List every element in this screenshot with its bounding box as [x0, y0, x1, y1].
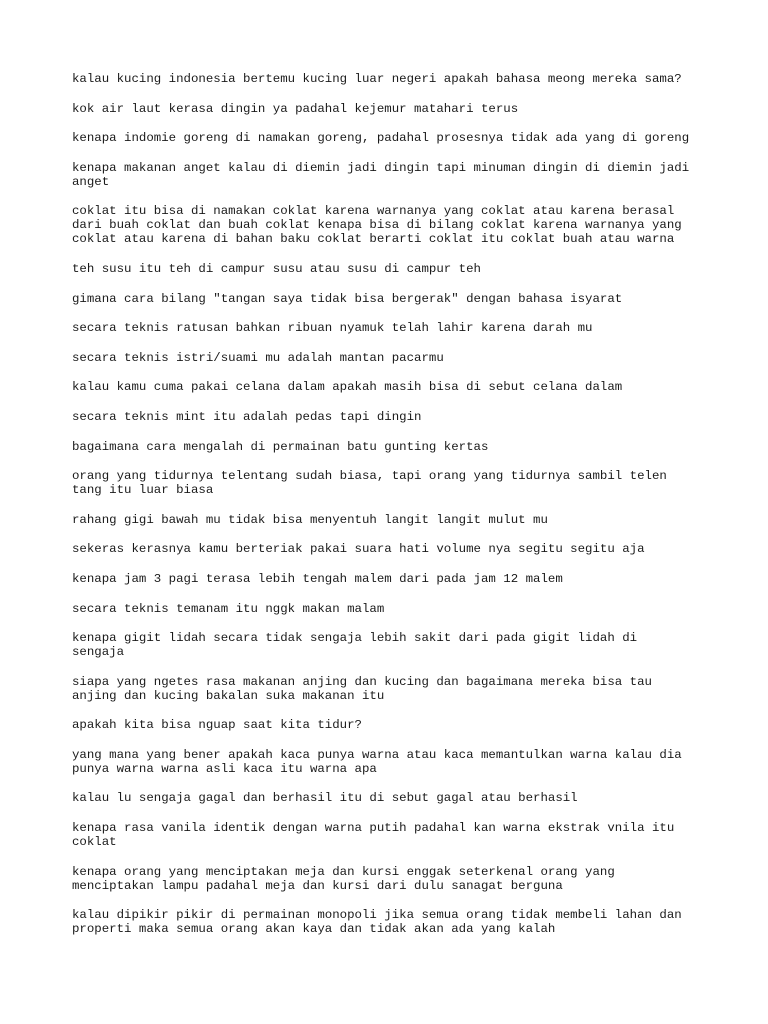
paragraph: kalau kucing indonesia bertemu kucing luar negeri apakah bahasa meong mereka sama?	[72, 72, 682, 86]
paragraph: secara teknis ratusan bahkan ribuan nyamuk telah lahir karena darah mu	[72, 321, 593, 336]
paragraph: kenapa gigit lidah secara tidak sengaja lebih sakit dari pada gigit lidah di sengaja	[72, 631, 638, 660]
paragraph: secara teknis temanam itu nggk makan malam	[72, 601, 385, 616]
paragraph: apakah kita bisa nguap saat kita tidur?	[72, 718, 362, 733]
paragraph: secara teknis istri/suami mu adalah mantan pacarmu	[72, 350, 444, 365]
paragraph: coklat itu bisa di namakan coklat karena warnanya yang coklat atau karena berasal dari buah coklat dan buah coklat kenapa bisa di bilang coklat karena warnanya yang coklat atau karena di bahan baku coklat berarti coklat itu coklat buah atau warna	[72, 204, 682, 247]
document-page	[72, 72, 712, 952]
paragraph: kenapa makanan anget kalau di diemin jadi dingin tapi minuman dingin di diemin jadi anget	[72, 160, 690, 189]
paragraph: kalau kamu cuma pakai celana dalam apakah masih bisa di sebut celana dalam	[72, 380, 623, 395]
paragraph: teh susu itu teh di campur susu atau susu di campur teh	[72, 261, 481, 276]
paragraph: kenapa indomie goreng di namakan goreng, padahal prosesnya tidak ada yang di goreng	[72, 131, 690, 146]
paragraph: kenapa orang yang menciptakan meja dan kursi enggak seterkenal orang yang menciptakan lampu padahal meja dan kursi dari dulu sanagat berguna	[72, 864, 615, 893]
paragraph: kenapa jam 3 pagi terasa lebih tengah malem dari pada jam 12 malem	[72, 571, 563, 586]
paragraph: kalau dipikir pikir di permainan monopoli jika semua orang tidak membeli lahan dan properti maka semua orang akan kaya dan tidak akan ada yang kalah	[72, 908, 682, 937]
paragraph: kalau lu sengaja gagal dan berhasil itu di sebut gagal atau berhasil	[72, 791, 578, 806]
paragraph: orang yang tidurnya telentang sudah biasa, tapi orang yang tidurnya sambil telen tang itu luar biasa	[72, 469, 667, 498]
paragraph: secara teknis mint itu adalah pedas tapi dingin	[72, 409, 422, 424]
paragraph: kok air laut kerasa dingin ya padahal kejemur matahari terus	[72, 101, 519, 116]
paragraph: kenapa rasa vanila identik dengan warna putih padahal kan warna ekstrak vnila itu coklat	[72, 821, 675, 850]
paragraph: yang mana yang bener apakah kaca punya warna atau kaca memantulkan warna kalau dia punya warna warna asli kaca itu warna apa	[72, 747, 682, 776]
paragraph: gimana cara bilang "tangan saya tidak bisa bergerak" dengan bahasa isyarat	[72, 291, 623, 306]
paragraph: rahang gigi bawah mu tidak bisa menyentuh langit langit mulut mu	[72, 512, 548, 527]
paragraph: bagaimana cara mengalah di permainan batu gunting kertas	[72, 439, 489, 454]
paragraph: sekeras kerasnya kamu berteriak pakai suara hati volume nya segitu segitu aja	[72, 542, 645, 557]
paragraph: siapa yang ngetes rasa makanan anjing dan kucing dan bagaimana mereka bisa tau anjing dan kucing bakalan suka makanan itu	[72, 674, 652, 703]
